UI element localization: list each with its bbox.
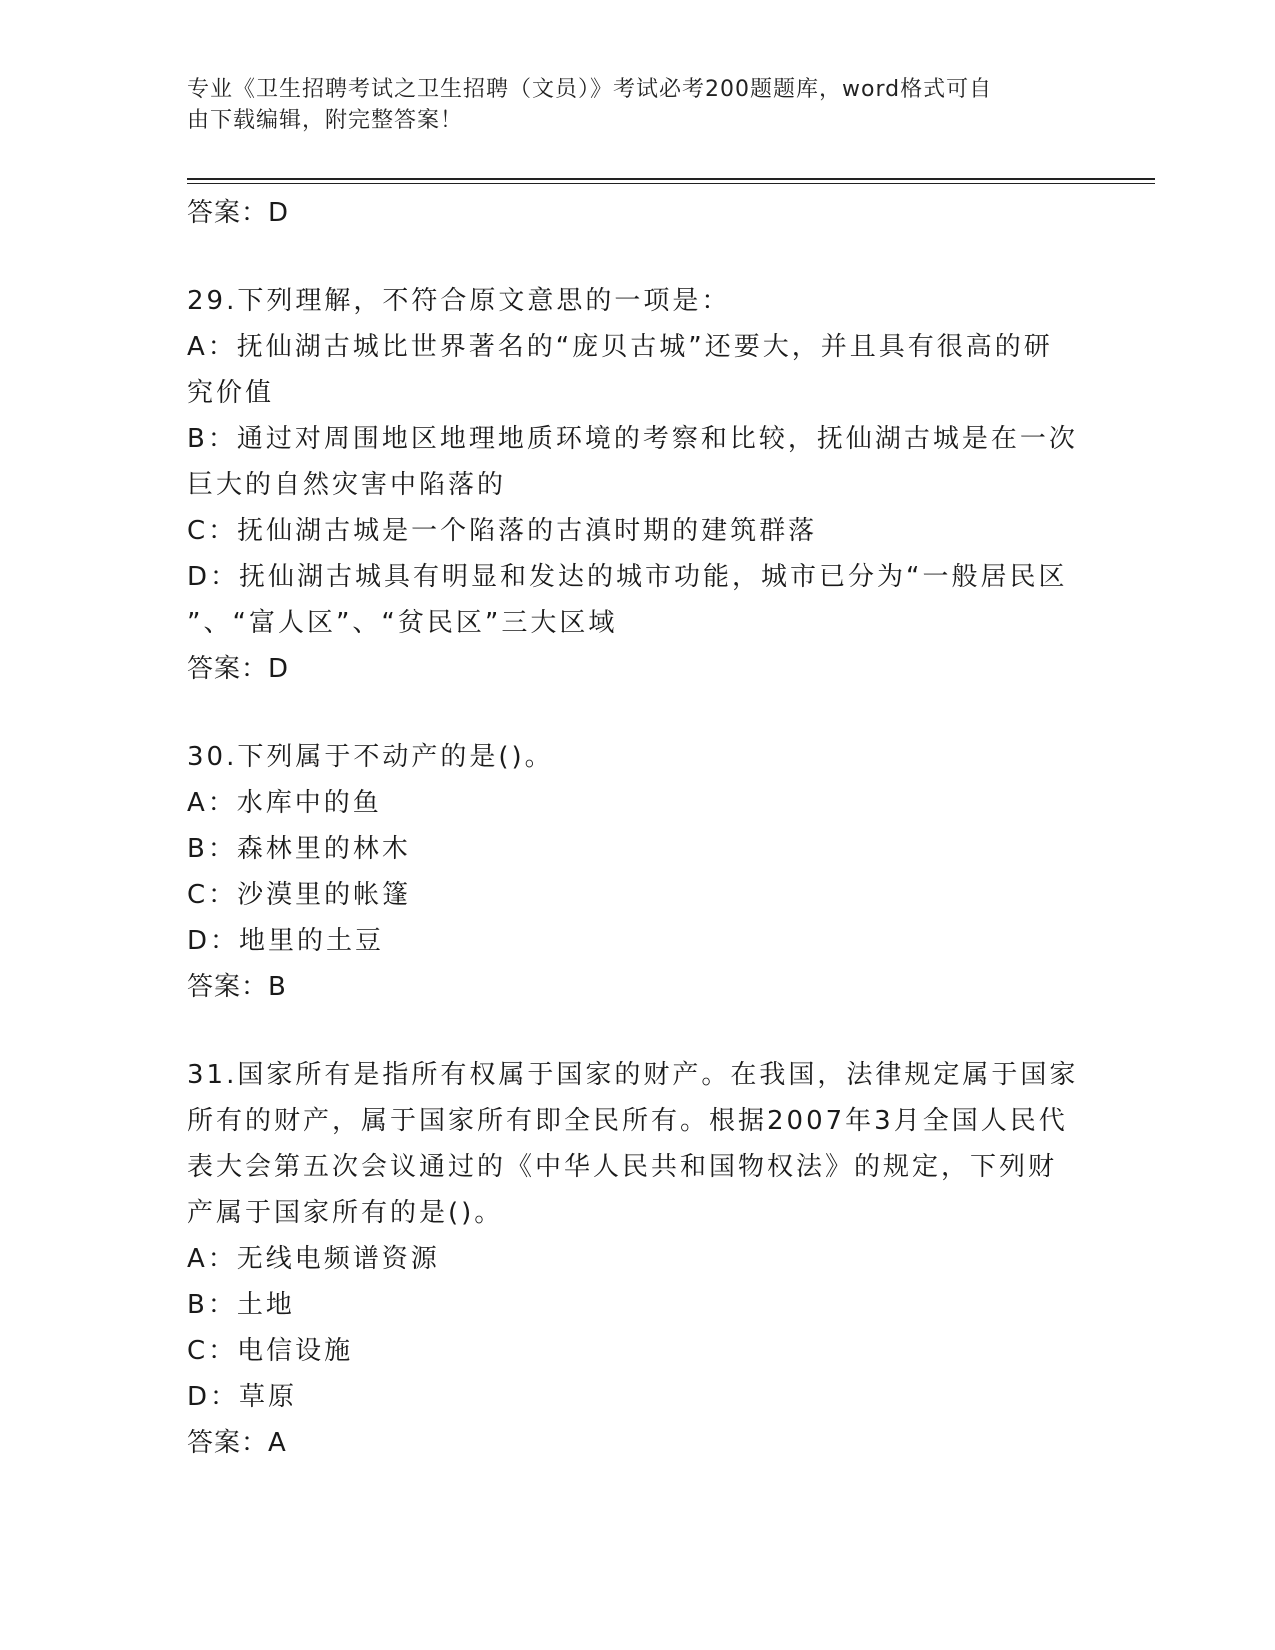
question-31 — [187, 1052, 1087, 1466]
page-header — [187, 74, 1077, 136]
option-line: D：草原 — [187, 1382, 298, 1412]
option-line: A：抚仙湖古城比世界著名的“庞贝古城”还要大，并且具有很高的研 — [187, 332, 1053, 362]
option-line: A：无线电频谱资源 — [187, 1244, 440, 1274]
option-line: C：沙漠里的帐篷 — [187, 880, 412, 910]
option-line: A：水库中的鱼 — [187, 788, 382, 818]
question-stem: 31.国家所有是指所有权属于国家的财产。在我国，法律规定属于国家 — [187, 1060, 1079, 1090]
answer-line: 答案：A — [187, 1428, 287, 1458]
option-line: 巨大的自然灾害中陷落的 — [187, 470, 507, 500]
document-body — [187, 190, 1087, 1466]
question-stem: 表大会第五次会议通过的《中华人民共和国物权法》的规定，下列财 — [187, 1152, 1058, 1182]
question-stem: 产属于国家所有的是()。 — [187, 1198, 504, 1228]
header-line: 由下载编辑，附完整答案！ — [187, 108, 464, 133]
answer-line: 答案：D — [187, 654, 290, 684]
question-stem: 30.下列属于不动产的是()。 — [187, 742, 554, 772]
answer-line: 答案：B — [187, 972, 287, 1002]
question-29 — [187, 278, 1087, 692]
option-line: ”、“富人区”、“贫民区”三大区域 — [187, 608, 618, 638]
option-line: B：森林里的林木 — [187, 834, 411, 864]
option-line: D：地里的土豆 — [187, 926, 385, 956]
question-stem: 所有的财产，属于国家所有即全民所有。根据2007年3月全国人民代 — [187, 1106, 1068, 1136]
question-30 — [187, 734, 1087, 1010]
header-divider-thin — [187, 183, 1155, 184]
header-line: 专业《卫生招聘考试之卫生招聘（文员）》考试必考200题题库，word格式可自 — [187, 77, 993, 102]
answer-line: 答案：D — [187, 198, 290, 228]
option-line: 究价值 — [187, 378, 275, 408]
option-line: D：抚仙湖古城具有明显和发达的城市功能，城市已分为“一般居民区 — [187, 562, 1068, 592]
header-divider — [187, 178, 1155, 180]
option-line: B：通过对周围地区地理地质环境的考察和比较，抚仙湖古城是在一次 — [187, 424, 1078, 454]
option-line: C：抚仙湖古城是一个陷落的古滇时期的建筑群落 — [187, 516, 818, 546]
option-line: B：土地 — [187, 1290, 295, 1320]
question-stem: 29.下列理解，不符合原文意思的一项是： — [187, 286, 731, 316]
option-line: C：电信设施 — [187, 1336, 354, 1366]
